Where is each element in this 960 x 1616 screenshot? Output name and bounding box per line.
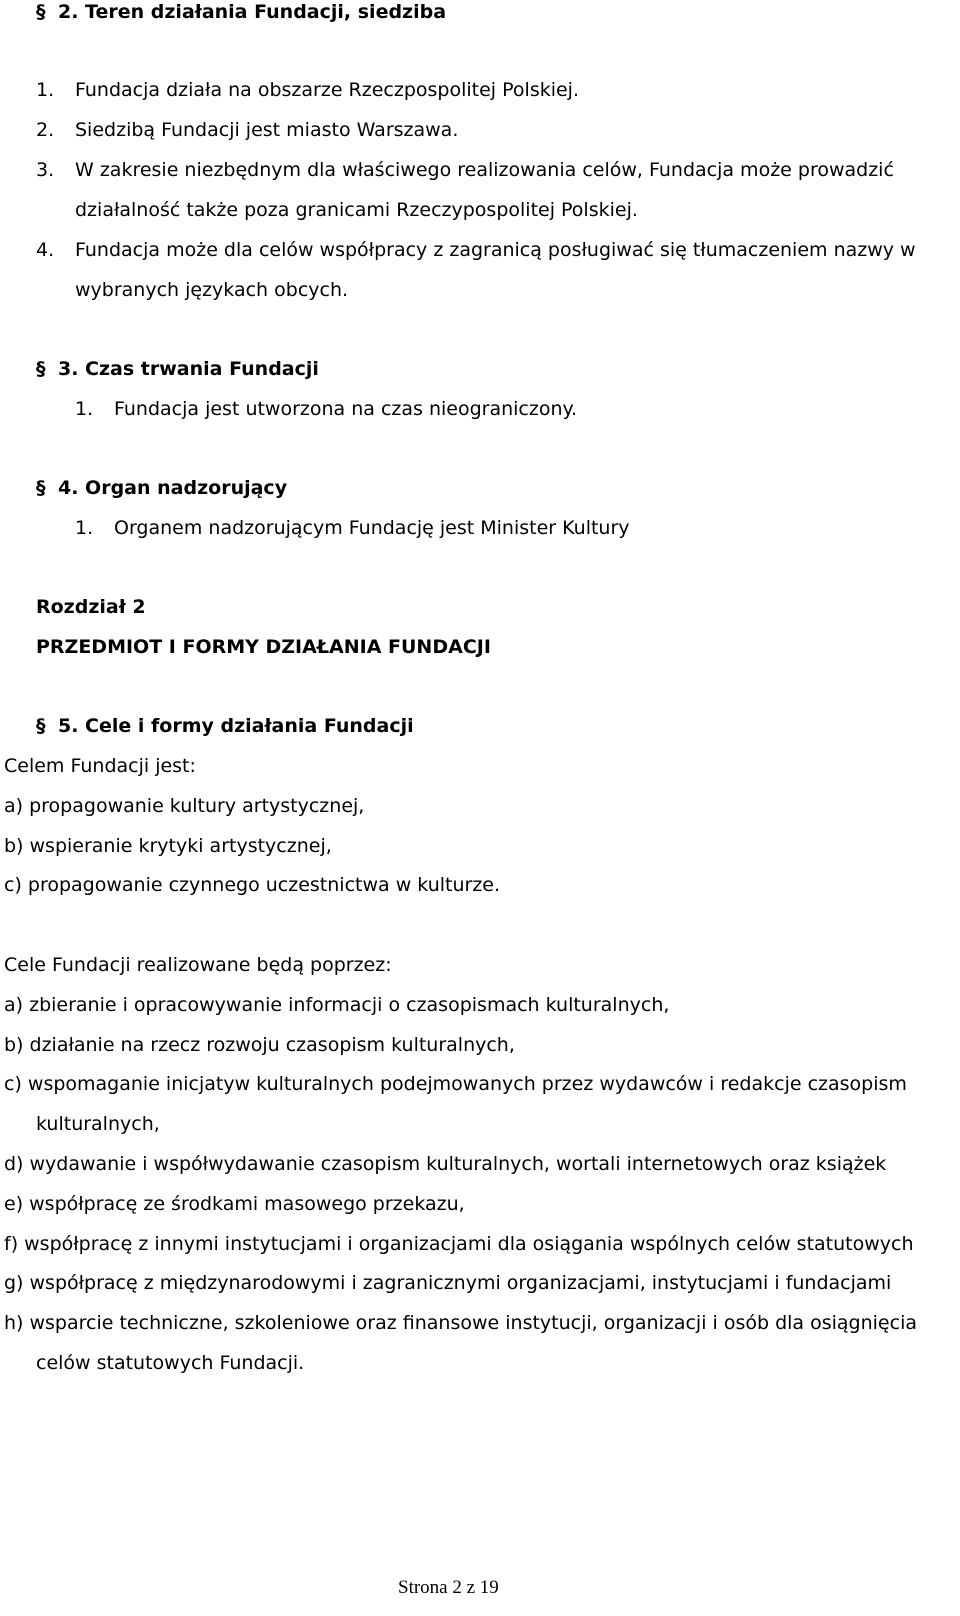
means-item: g) współpracę z międzynarodowymi i zagranicznymi organizacjami, instytucjami i fundacjami [4, 1272, 892, 1294]
list-item-text: Fundacja działa na obszarze Rzeczpospolitej Polskiej. [75, 79, 580, 101]
list-item-number: 3. [36, 159, 55, 181]
list-item-number: 1. [36, 79, 55, 101]
means-intro: Cele Fundacji realizowane będą poprzez: [4, 954, 392, 976]
section-3-heading: 3. Czas trwania Fundacji [58, 358, 319, 380]
goal-item: a) propagowanie kultury artystycznej, [4, 795, 365, 817]
means-item: h) wsparcie techniczne, szkoleniowe oraz finansowe instytucji, organizacji i osób dla osiągnięcia [4, 1312, 917, 1334]
section-2-heading: 2. Teren działania Fundacji, siedziba [58, 1, 447, 23]
list-item-number: 1. [75, 517, 94, 539]
list-item-text-continuation: wybranych językach obcych. [75, 279, 349, 301]
list-item-number: 1. [75, 398, 94, 420]
chapter-label: Rozdział 2 [36, 596, 146, 618]
list-item-text: Fundacja jest utworzona na czas nieograniczony. [114, 398, 578, 420]
list-item-number: 2. [36, 119, 55, 141]
section-sign: § [36, 358, 46, 380]
goal-item: b) wspieranie krytyki artystycznej, [4, 835, 332, 857]
list-item-text: Fundacja może dla celów współpracy z zagranicą posługiwać się tłumaczeniem nazwy w [75, 239, 916, 261]
section-sign: § [36, 715, 46, 737]
means-item: c) wspomaganie inicjatyw kulturalnych podejmowanych przez wydawców i redakcje czasopism [4, 1073, 907, 1095]
list-item-number: 4. [36, 239, 55, 261]
means-item-continuation: celów statutowych Fundacji. [36, 1352, 305, 1374]
means-item: d) wydawanie i współwydawanie czasopism kulturalnych, wortali internetowych oraz książek [4, 1153, 887, 1175]
means-item: a) zbieranie i opracowywanie informacji o czasopismach kulturalnych, [4, 994, 670, 1016]
section-4-heading: 4. Organ nadzorujący [58, 477, 288, 499]
means-item: f) współpracę z innymi instytucjami i organizacjami dla osiągania wspólnych celów statutowych [4, 1233, 914, 1255]
page-number: Strona 2 z 19 [398, 1577, 499, 1598]
list-item-text: Organem nadzorującym Fundację jest Minister Kultury [114, 517, 630, 539]
list-item-text: W zakresie niezbędnym dla właściwego realizowania celów, Fundacja może prowadzić [75, 159, 894, 181]
section-sign: § [36, 477, 46, 499]
means-item: b) działanie na rzecz rozwoju czasopism kulturalnych, [4, 1034, 515, 1056]
means-item: e) współpracę ze środkami masowego przekazu, [4, 1193, 465, 1215]
goal-item: c) propagowanie czynnego uczestnictwa w kulturze. [4, 874, 501, 896]
means-item-continuation: kulturalnych, [36, 1113, 160, 1135]
section-5-heading: 5. Cele i formy działania Fundacji [58, 715, 414, 737]
goals-intro: Celem Fundacji jest: [4, 755, 196, 777]
list-item-text: Siedzibą Fundacji jest miasto Warszawa. [75, 119, 459, 141]
chapter-title: PRZEDMIOT I FORMY DZIAŁANIA FUNDACJI [36, 636, 491, 658]
section-sign: § [36, 1, 46, 23]
list-item-text-continuation: działalność także poza granicami Rzeczypospolitej Polskiej. [75, 199, 638, 221]
